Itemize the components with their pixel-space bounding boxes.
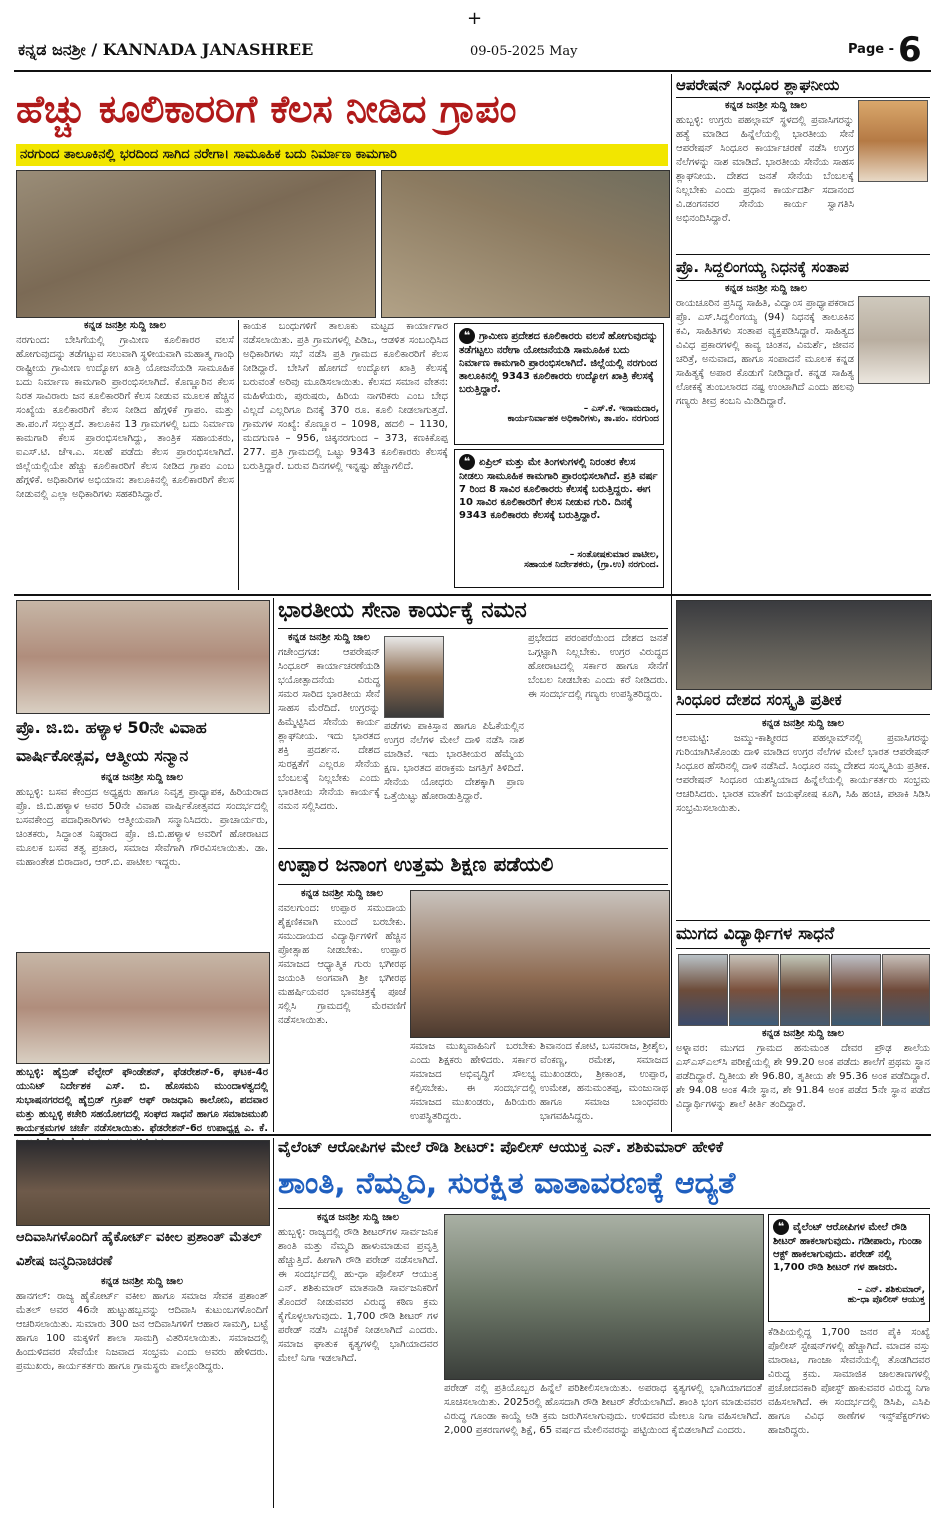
page-number: 6 — [898, 30, 922, 70]
uppar-body-col2: ಸಮಾಜ ಮುಖ್ಯವಾಹಿನಿಗೆ ಬರಬೇಕು ಎಂದು ಶಿಕ್ಷಕರು ಹೇಳಿದರು. ಸರ್ಕಾರ ಸಮಾಜದ ಅಭಿವೃದ್ಧಿಗೆ ಸೌಲಭ್ಯ ಕಲ್ಪಿಸಬೇಕು. ಈ ಸಂದರ್ಭದಲ್ಲಿ ಸಮಾಜದ ಮುಖಂಡರು, ಹಿರಿಯರು ಉಪಸ್ಥಿತರಿದ್ದರು. — [410, 1041, 536, 1122]
hallyal-byline: ಕನ್ನಡ ಜನಶ್ರೀ ಸುದ್ದಿ ಜಾಲ — [101, 772, 183, 783]
rule — [676, 280, 930, 281]
registration-mark: + — [467, 8, 483, 29]
student-photo-1 — [678, 954, 728, 1026]
lead-photo-workers-1 — [16, 170, 376, 318]
portrait-photo — [858, 100, 928, 182]
column-rule — [273, 1138, 274, 1508]
student-photo-4 — [831, 954, 881, 1026]
rule — [676, 97, 930, 98]
mugada-byline: ಕನ್ನಡ ಜನಶ್ರೀ ಸುದ್ದಿ ಜಾಲ — [762, 1028, 844, 1039]
hubli-caption: ಹುಬ್ಬಳ್ಳಿ: ಹೈಬ್ರಿಡ್ ವೆಲ್ಫೇರ್ ಫೌಂಡೇಶನ್, ಫೆಡರೇಶನ್-6, ಘಟಕ-4ರ ಯುನಿಟ್ ನಿರ್ದೇಶಕ ಎಸ್. ಬಿ. ಹೊಸಮನಿ ಮುಂದಾಳತ್ವದಲ್ಲಿ ಸುಭಾಷನಗರದಲ್ಲಿ ಹೈಬ್ರಿಡ್ ಗ್ರೂಪ್ ಆಫ್ ರಾಜಧಾನಿ ಕಾಲೋನಿ, ಪದವಾರ ಮತ್ತು ಹುಬ್ಬಳ್ಳಿ ಕಚೇರಿ ಸಹಯೋಗದಲ್ಲಿ ಸಂಘದ ಸಾಧನೆ ಹಾಗೂ ಸಮಾಜಮುಖಿ ಕಾರ್ಯಕ್ರಮಗಳ ಚರ್ಚೆ ನಡೆಸಲಾಯಿತು. ಫೆಡರೇಶನ್-6ರ ಉಪಾಧ್ಯಕ್ಷ ಎ. ಕೆ. — [16, 1067, 268, 1134]
hallyal-photo — [16, 600, 270, 714]
right-top-body-b — [676, 186, 926, 250]
rule — [676, 948, 930, 949]
lead-body-col2: ಕಾಯಕ ಬಂಧುಗಳಿಗೆ ತಾಲೂಕು ಮಟ್ಟದ ಕಾರ್ಯಾಗಾರ ನಡೆಸಲಾಯಿತು. ಪ್ರತಿ ಗ್ರಾಮಗಳಲ್ಲಿ ಪಿಡಿಒ, ಆಡಳಿತ ಸಂಬಂಧಿಸಿದ ಅಧಿಕಾರಿಗಳು ಸಭೆ ನಡೆಸಿ ಪ್ರತಿ ಗ್ರಾಮದ ಕೂಲಿಕಾರರಿಗೆ ಕೆಲಸ ನೀಡಿದ್ದಾರೆ. ಬೇಸಿಗೆ ಹೋಗದೆ ಉದ್ಯೋಗ ಖಾತ್ರಿ ಕೆಲಸಕ್ಕೆ ಬರುವಂತೆ ಅರಿವು ಮೂಡಿಸಲಾಯಿತು. ಕೆಲಸದ ಸಮಾನ ವೇತನ: ಮಹಿಳೆಯರು, ಪುರುಷರು, ಹಿರಿಯ ನಾಗರಿಕರು ಎಂಬ ಬೇಧ ವಿಲ್ಲದೆ ಎಲ್ಲರಿಗೂ ದಿನಕ್ಕೆ 370 ರೂ. ಕೂಲಿ ನೀಡಲಾಗುತ್ತದೆ. ಗ್ರಾಮಗಳ ಸಂಖ್ಯೆ: ಕೊಣ್ಣೂರ – 1098, ಹದಲಿ – 1130, ಮದಗುಣಕಿ – 956, ಚಿಕ್ಕನರಗುಂದ – 373, ಕಣಕಿಕೊಪ್ಪ 277. ಪ್ರತಿ ಗ್ರಾಮದಲ್ಲಿ ಒಟ್ಟು 9343 ಕೂಲಿಕಾರರು ಕೆಲಸಕ್ಕೆ ಬರುತ್ತಿದ್ದಾರೆ. ಬರುವ ದಿನಗಳಲ್ಲಿ ಇನ್ನಷ್ಟು ಹೆಚ್ಚಾಗಲಿದೆ. — [243, 321, 448, 472]
police-body-col3: ಕೆಡಿಪಿಯಲ್ಲಿದ್ದ 1,700 ಜನರ ಪೈಕಿ ಸಂಖ್ಯೆ ಪೊಲೀಸ್ ಸ್ಟೇಷನ್‌ಗಳಲ್ಲಿ ಹೆಚ್ಚಾಗಿದೆ. ಮಾದಕ ವಸ್ತು ಮಾರಾಟ, ಗಾಂಜಾ ಸೇವನೆಯಲ್ಲಿ ತೊಡಗಿದವರ ವಿರುದ್ಧ ಕ್ರಮ. ಸಾಮಾಜಿಕ ಜಾಲತಾಣಗಳಲ್ಲಿ ಪ್ರಚೋದನಕಾರಿ ಪೋಸ್ಟ್ ಹಾಕುವವರ ವಿರುದ್ಧ ನಿಗಾ ವಹಿಸಲಾಗಿದೆ. ಈ ಸಂದರ್ಭದಲ್ಲಿ ಡಿಸಿಪಿ, ಎಸಿಪಿ ಹಾಗೂ ವಿವಿಧ ಠಾಣೆಗಳ ಇನ್ಸ್‌ಪೆಕ್ಟರ್‌ಗಳು ಹಾಜರಿದ್ದರು. — [768, 1327, 930, 1436]
section-rule — [14, 594, 931, 596]
police-quote-text: ❝ ವೈಲೆಂಟ್ ಆರೋಪಿಗಳ ಮೇಲೆ ರೌಡಿ ಶೀಟರ್ ಹಾಕಲಾಗುವುದು. ಗಡೀಪಾರು, ಗುಂಡಾ ಆಕ್ಟ್ ಹಾಕಲಾಗುವುದು. ಪರೇಡ್ ನಲ್ಲಿ 1,700 ರೌಡಿ ಶೀಟರ್ ಗಳ ಹಾಜರು. — [773, 1220, 922, 1273]
adivasi-headline: ಆದಿವಾಸಿಗಳೊಂದಿಗೆ ಹೈಕೋರ್ಟ್ ವಕೀಲ ಪ್ರಶಾಂತ್ ಮೆತಲ್ ವಿಶೇಷ ಜನ್ಮದಿನಾಚರಣೆ — [16, 1230, 262, 1269]
rule — [278, 628, 668, 629]
student-photo-3 — [780, 954, 830, 1026]
army-portrait-photo — [384, 636, 444, 718]
right-top-byline: ಕನ್ನಡ ಜನಶ್ರೀ ಸುದ್ದಿ ಜಾಲ — [725, 100, 807, 111]
lead-headline: ಹೆಚ್ಚು ಕೂಲಿಕಾರರಿಗೆ ಕೆಲಸ ನೀಡಿದ ಗ್ರಾಪಂ — [16, 87, 517, 131]
lead-quote-2-role: ಸಹಾಯಕ ನಿರ್ದೇಶಕರು, (ಗ್ರಾ.ಉ) ನರಗುಂದ. — [524, 560, 659, 570]
hallyal-body: ಹುಬ್ಬಳ್ಳಿ: ಬಸವ ಕೇಂದ್ರದ ಅಧ್ಯಕ್ಷರು ಹಾಗೂ ನಿವೃತ್ತ ಪ್ರಾಧ್ಯಾಪಕ, ಹಿರಿಯರಾದ ಪ್ರೊ. ಜಿ.ಬಿ.ಹಳ್ಯಾಳ ಅವರ 50ನೇ ವಿವಾಹ ವಾರ್ಷಿಕೋತ್ಸವದ ಸಂದರ್ಭದಲ್ಲಿ ಬಸವಕೇಂದ್ರ ಪದಾಧಿಕಾರಿಗಳು ಆತ್ಮೀಯವಾಗಿ ಸನ್ಮಾನಿಸಿದರು. ಪ್ರಾಚಾರ್ಯರು, ಚಿಂತಕರು, ಸಿದ್ಧಾಂತ ನಿಷ್ಠರಾದ ಪ್ರೊ. ಜಿ.ಬಿ.ಹಳ್ಯಾಳ ಅವರಿಗೆ ಹೋರಾಟದ ಮೂಲಕ ಬಸವ ತತ್ವ ಪ್ರಚಾರ, ಸಮಾಜ ಸೇವೆಗಾಗಿ ಗೌರವಿಸಲಾಯಿತು. ಡಾ. ಮಹಾಂತೇಶ ಬಿರಾದಾರ, ಆರ್.ಬಿ. ಪಾಟೀಲ ಇದ್ದರು. — [16, 787, 268, 868]
issue-date: 09-05-2025 May — [470, 44, 578, 59]
right-top-headline: ಆಪರೇಷನ್ ಸಿಂಧೂರ ಶ್ಲಾಘನೀಯ — [676, 76, 840, 94]
lead-quote-2-text: ❝ ಏಪ್ರಿಲ್ ಮತ್ತು ಮೇ ತಿಂಗಳುಗಳಲ್ಲಿ ನಿರಂತರ ಕೆಲಸ ನೀಡಲು ಸಾಮೂಹಿಕ ಕಾಮಗಾರಿ ಪ್ರಾರಂಭಿಸಲಾಗಿದೆ. ಪ್ರತಿ ವರ್ಷ 7 ರಿಂದ 8 ಸಾವಿರ ಕೂಲಿಕಾರರು ಕೆಲಸಕ್ಕೆ ಬರುತ್ತಿದ್ದರು. ಈಗ 10 ಸಾವಿರ ಕೂಲಿಕಾರರಿಗೆ ಕೆಲಸ ನೀಡುವ ಗುರಿ. ದಿನಕ್ಕೆ 9343 ಕೂಲಿಕಾರರು ಕೆಲಸಕ್ಕೆ ಬರುತ್ತಿದ್ದಾರೆ. — [459, 455, 658, 521]
obit-byline: ಕನ್ನಡ ಜನಶ್ರೀ ಸುದ್ದಿ ಜಾಲ — [725, 283, 807, 294]
quote-icon: ❝ — [459, 328, 475, 344]
lead-quote-1-role: ಕಾರ್ಯನಿರ್ವಾಹಕ ಅಧಿಕಾರಿಗಳು, ತಾ.ಪಂ. ನರಗುಂದ — [507, 414, 659, 424]
lead-body-col1: ನರಗುಂದ: ಬೇಸಿಗೆಯಲ್ಲಿ ಗ್ರಾಮೀಣ ಕೂಲಿಕಾರರ ವಲಸೆ ಹೋಗುವುದನ್ನು ತಡೆಗಟ್ಟುವ ಸಲುವಾಗಿ ಸ್ಥಳೀಯವಾಗಿ ಮಹಾತ್ಮ ಗಾಂಧಿ ರಾಷ್ಟ್ರೀಯ ಗ್ರಾಮೀಣ ಉದ್ಯೋಗ ಖಾತ್ರಿ ಯೋಜನೆಯಡಿ ಸಾಮೂಹಿಕ ಬದು ನಿರ್ಮಾಣ ಕಾಮಗಾರಿ ಪ್ರಾರಂಭಿಸಲಾಗಿದೆ. ಕೊಣ್ಣೂರಿನ ಕೆಲಸ ನಿರತ ಸಾವಿರಾರು ಜನ ಕೂಲಿಕಾರರಿಗೆ ಕೆಲಸ ನೀಡುವ ಮೂಲಕ ಹೆಚ್ಚಿನ ಸಂಖ್ಯೆಯ ಕೂಲಿಕಾರರಿಗೆ ಕೆಲಸ ನೀಡಿದ ಹೆಗ್ಗಳಿಕೆ ಗ್ರಾಪಂ. ಮತ್ತು ತಾ.ಪಂ.ಗೆ ಸಲ್ಲುತ್ತದೆ. ತಾಲೂಕಿನ 13 ಗ್ರಾಮಗಳಲ್ಲಿ ಬದು ನಿರ್ಮಾಣ ಕಾಮಗಾರಿ ಕೆಲಸ ಪ್ರಾರಂಭಿಸಲಾಗಿದ್ದು, ತಾಂತ್ರಿಕ ಸಹಾಯಕರು, ಐಎಸ್.ಟಿ. ಜೆಇ.ಎ. ಸಲಹೆ ಪಡೆದು ಕೆಲಸ ಪ್ರಾರಂಭಿಸಲಾಗಿದೆ. ಜಿಲ್ಲೆಯಲ್ಲಿಯೇ ಹೆಚ್ಚು ಕೂಲಿಕಾರರಿಗೆ ಕೆಲಸ ನೀಡಿದ ಗ್ರಾಪಂ ಎಂಬ ಹೆಗ್ಗಳಿಕೆ. ಅಧಿಕಾರಿಗಳ ಅಭಿಯಾನ: ತಾಲೂಕಿನಲ್ಲಿ ಕೂಲಿಕಾರರಿಗೆ ಕೆಲಸ ನೀಡುವಲ್ಲಿ ಎಲ್ಲಾ ಅಧಿಕಾರಿಗಳು ಸಹಕರಿಸಿದ್ದಾರೆ. — [16, 335, 234, 500]
police-headline: ಶಾಂತಿ, ನೆಮ್ಮದಿ, ಸುರಕ್ಷಿತ ವಾತಾವರಣಕ್ಕೆ ಆದ್ಯತೆ — [278, 1166, 736, 1201]
rule — [676, 920, 930, 921]
army-body-col2: ಪಡೆಗಳು ಪಾಕಿಸ್ತಾನ ಹಾಗೂ ಪಿಓಕೆಯಲ್ಲಿನ ಉಗ್ರರ ನೆಲೆಗಳ ಮೇಲೆ ದಾಳಿ ನಡೆಸಿ ನಾಶ ಮಾಡಿವೆ. ಇದು ಭಾರತೀಯರ ಹೆಮ್ಮೆಯ ಕ್ಷಣ. ಭಾರತದ ಪರಾಕ್ರಮ ಜಗತ್ತಿಗೆ ತಿಳಿದಿದೆ. ಸೇನೆಯ ಯೋಧರು ದೇಶಕ್ಕಾಗಿ ಪ್ರಾಣ ಒತ್ತೆಯಿಟ್ಟು ಹೋರಾಡುತ್ತಿದ್ದಾರೆ. — [384, 721, 524, 802]
police-parade-photo — [444, 1214, 764, 1380]
obit-portrait-photo — [858, 296, 930, 384]
column-rule — [273, 598, 274, 1132]
rule — [676, 714, 930, 715]
police-byline: ಕನ್ನಡ ಜನಶ್ರೀ ಸುದ್ದಿ ಜಾಲ — [317, 1212, 399, 1223]
lead-subhead: ನರಗುಂದ ತಾಲೂಕಿನಲ್ಲಿ ಭರದಿಂದ ಸಾಗಿದ ನರೇಗಾ। ಸಾಮೂಹಿಕ ಬದು ನಿರ್ಮಾಣ ಕಾಮಗಾರಿ — [16, 144, 668, 166]
column-rule — [238, 320, 239, 590]
hubli-group-photo — [16, 952, 270, 1064]
sindhoor-headline: ಸಿಂಧೂರ ದೇಶದ ಸಂಸ್ಕೃತಿ ಪ್ರತೀಕ — [676, 690, 842, 709]
police-quote-author: – ಎನ್. ಶಶಿಕುಮಾರ್, — [857, 1285, 925, 1295]
rule — [278, 848, 668, 849]
rule — [278, 884, 668, 885]
hallyal-headline: ಪ್ರೊ. ಜಿ.ಬಿ. ಹಳ್ಯಾಳ 50ನೇ ವಿವಾಹ ವಾರ್ಷಿಕೋತ್ಸವ, ಆತ್ಮೀಯ ಸನ್ಮಾನ — [16, 718, 207, 765]
sindhoor-photo — [676, 600, 932, 690]
army-body-col3: ಪ್ರಭೇದದ ಪರಂಪರೆಯಿಂದ ದೇಶದ ಜನತೆ ಒಗ್ಗಟ್ಟಾಗಿ ನಿಲ್ಲಬೇಕು. ಉಗ್ರರ ವಿರುದ್ಧದ ಹೋರಾಟದಲ್ಲಿ ಸರ್ಕಾರ ಹಾಗೂ ಸೇನೆಗೆ ಬೆಂಬಲ ನೀಡಬೇಕು ಎಂದು ಕರೆ ನೀಡಿದರು. ಈ ಸಂದರ್ಭದಲ್ಲಿ ಗಣ್ಯರು ಉಪಸ್ಥಿತರಿದ್ದರು. — [528, 633, 668, 700]
page-label: Page - — [848, 42, 894, 57]
lead-quote-2-author: – ಸಂತೋಷಕುಮಾರ ಪಾಟೀಲ, — [569, 550, 659, 560]
section-rule — [14, 1134, 931, 1136]
adivasi-byline: ಕನ್ನಡ ಜನಶ್ರೀ ಸುದ್ದಿ ಜಾಲ — [101, 1276, 183, 1287]
adivasi-photo — [16, 1140, 270, 1226]
uppar-photo — [410, 890, 670, 1038]
quote-icon: ❝ — [773, 1219, 789, 1235]
army-headline: ಭಾರತೀಯ ಸೇನಾ ಕಾರ್ಯಕ್ಕೆ ನಮನ — [278, 598, 527, 623]
obit-body-a: ರಾಯಚೂರಿನ ಪ್ರಸಿದ್ಧ ಸಾಹಿತಿ, ವಿದ್ವಾಂಸ ಪ್ರಾಧ್ಯಾಪಕರಾದ ಪ್ರೊ. ಎಸ್.ಸಿದ್ದಲಿಂಗಯ್ಯ (94) ನಿಧನಕ್ಕೆ ತಾಲೂಕಿನ ಕವಿ, ಸಾಹಿತಿಗಳು ಸಂತಾಪ ವ್ಯಕ್ತಪಡಿಸಿದ್ದಾರೆ. ಸಾಹಿತ್ಯದ ವಿವಿಧ ಪ್ರಕಾರಗಳಲ್ಲಿ ಕಾವ್ಯ ಚಿಂತನ, ವಿಮರ್ಶೆ, ಜೀವನ ಚರಿತ್ರೆ, ಅನುವಾದ, ಹಾಗೂ ಸಂಪಾದನೆ ಮೂಲಕ ಕನ್ನಡ ಸಾಹಿತ್ಯಕ್ಕೆ ಅಪಾರ ಕೊಡುಗೆ ನೀಡಿದ್ದಾರೆ. ಕನ್ನಡ ಸಾಹಿತ್ಯ ಲೋಕಕ್ಕೆ ತುಂಬಲಾರದ ನಷ್ಟ ಉಂಟಾಗಿದೆ ಎಂದು ಹಲವು ಗಣ್ಯರು ತೀವ್ರ ಕಂಬನಿ ಮಿಡಿದಿದ್ದಾರೆ. — [676, 298, 854, 407]
quote-icon: ❝ — [459, 454, 475, 470]
student-photo-5 — [882, 954, 930, 1026]
uppar-body-col1: ನವಲಗುಂದ: ಉಪ್ಪಾರ ಸಮುದಾಯ ಶೈಕ್ಷಣಿಕವಾಗಿ ಮುಂದೆ ಬರಬೇಕು. ಸಮುದಾಯದ ವಿದ್ಯಾರ್ಥಿಗಳಿಗೆ ಹೆಚ್ಚಿನ ಪ್ರೋತ್ಸಾಹ ನೀಡಬೇಕು. ಉಪ್ಪಾರ ಸಮಾಜದ ಆಧ್ಯಾತ್ಮಿಕ ಗುರು ಭಗೀರಥ ಜಯಂತಿ ಅಂಗವಾಗಿ ಶ್ರೀ ಭಗೀರಥ ಮಹರ್ಷಿಯವರ ಭಾವಚಿತ್ರಕ್ಕೆ ಪೂಜೆ ಸಲ್ಲಿಸಿ ಗ್ರಾಮದಲ್ಲಿ ಮೆರವಣಿಗೆ ನಡೆಸಲಾಯಿತು. — [278, 903, 406, 1026]
lead-quote-box-1 — [454, 323, 664, 445]
police-quote-box — [768, 1214, 930, 1322]
army-body-col1: ಗಜೇಂದ್ರಗಡ: ಆಪರೇಷನ್ ಸಿಂಧೂರ್ ಕಾರ್ಯಾಚರಣೆಯಡಿ ಭಯೋತ್ಪಾದನೆಯ ವಿರುದ್ಧ ಸಮರ ಸಾರಿದ ಭಾರತೀಯ ಸೇನೆ ಸಾಹಸ ಮೆರೆದಿದೆ. ಉಗ್ರರನ್ನು ಹಿಮ್ಮೆಟ್ಟಿಸಿದ ಸೇನೆಯ ಕಾರ್ಯ ಶ್ಲಾಘನೀಯ. ಇದು ಭಾರತದ ಶಕ್ತಿ ಪ್ರದರ್ಶನ. ದೇಶದ ಸುರಕ್ಷತೆಗೆ ಎಲ್ಲರೂ ಸೇನೆಯ ಬೆಂಬಲಕ್ಕೆ ನಿಲ್ಲಬೇಕು ಎಂದು ಭಾರತೀಯ ಸೇನೆಯ ಕಾರ್ಯಕ್ಕೆ ನಮನ ಸಲ್ಲಿಸಿದರು. — [278, 647, 380, 812]
mugada-headline: ಮುಗದ ವಿದ್ಯಾರ್ಥಿಗಳ ಸಾಧನೆ — [676, 924, 835, 944]
masthead-rule — [14, 70, 931, 72]
paper-name: ಕನ್ನಡ ಜನಶ್ರೀ / KANNADA JANASHREE — [18, 40, 314, 59]
sindhoor-body: ಆಲಮಟ್ಟಿ: ಜಮ್ಮು-ಕಾಶ್ಮೀರದ ಪಹಲ್ಗಾಮ್‌ನಲ್ಲಿ ಪ್ರವಾಸಿಗರನ್ನು ಗುರಿಯಾಗಿಸಿಕೊಂಡು ದಾಳಿ ಮಾಡಿದ ಉಗ್ರರ ನೆಲೆಗಳ ಮೇಲೆ ಭಾರತ ಆಪರೇಷನ್ ಸಿಂಧೂರ ಹೆಸರಿನಲ್ಲಿ ದಾಳಿ ನಡೆಸಿದೆ. ಸಿಂಧೂರ ನಮ್ಮ ದೇಶದ ಸಂಸ್ಕೃತಿಯ ಪ್ರತೀಕ. ಆಪರೇಷನ್ ಸಿಂಧೂರ ಯಶಸ್ವಿಯಾದ ಹಿನ್ನೆಲೆಯಲ್ಲಿ ಕಾರ್ಯಕರ್ತರು ಸಂಭ್ರಮ ಆಚರಿಸಿದರು. ಭಾರತ ಮಾತೆಗೆ ಜಯಘೋಷ ಕೂಗಿ, ಸಿಹಿ ಹಂಚಿ, ಪಟಾಕಿ ಸಿಡಿಸಿ ಸಂಭ್ರಮಿಸಲಾಯಿತು. — [676, 733, 930, 814]
student-photo-2 — [729, 954, 779, 1026]
obit-headline: ಪ್ರೊ. ಸಿದ್ದಲಿಂಗಯ್ಯ ನಿಧನಕ್ಕೆ ಸಂತಾಪ — [676, 258, 849, 276]
police-body-col2: ಪರೇಡ್ ನಲ್ಲಿ ಪ್ರತಿಯೊಬ್ಬರ ಹಿನ್ನೆಲೆ ಪರಿಶೀಲಿಸಲಾಯಿತು. ಅಪರಾಧ ಕೃತ್ಯಗಳಲ್ಲಿ ಭಾಗಿಯಾಗದಂತೆ ಸೂಚಿಸಲಾಯಿತು. 2025ರಲ್ಲಿ ಹೊಸದಾಗಿ ರೌಡಿ ಶೀಟರ್ ತೆರೆಯಲಾಗಿದೆ. ಶಾಂತಿ ಭಂಗ ಮಾಡುವವರ ವಿರುದ್ಧ ಗೂಂಡಾ ಕಾಯ್ದೆ ಅಡಿ ಕ್ರಮ ಜರುಗಿಸಲಾಗುವುದು. ಉಳಿದವರ ಮೇಲೂ ನಿಗಾ ವಹಿಸಲಾಗಿದೆ. 2,000 ಪ್ರಕರಣಗಳಲ್ಲಿ ಶಿಕ್ಷೆ, 65 ವರ್ಷದ ಮೇಲಿನವರನ್ನು ಪಟ್ಟಿಯಿಂದ ಕೈಬಿಡಲಾಗಿದೆ ಎಂದರು. — [444, 1383, 762, 1436]
police-kicker: ವೈಲೆಂಟ್ ಆರೋಪಿಗಳ ಮೇಲೆ ರೌಡಿ ಶೀಟರ್: ಪೊಲೀಸ್ ಆಯುಕ್ತ ಎನ್. ಶಶಿಕುಮಾರ್ ಹೇಳಿಕೆ — [278, 1138, 724, 1156]
mugada-body: ಅಳ್ನಾವರ: ಮುಗದ ಗ್ರಾಮದ ಹನುಮಂತ ದೇವರ ಪ್ರೌಢ ಶಾಲೆಯ ಎಸ್‌ಎಸ್‌ಎಲ್‌ಸಿ ಪರೀಕ್ಷೆಯಲ್ಲಿ ಶೇ 99.20 ಅಂಕ ಪಡೆದು ಶಾಲೆಗೆ ಪ್ರಥಮ ಸ್ಥಾನ ಪಡೆದಿದ್ದಾರೆ. ದ್ವಿತೀಯ ಶೇ 96.80, ತೃತೀಯ ಶೇ 95.36 ಅಂಕ ಪಡೆದಿದ್ದಾರೆ. ಶೇ 94.08 ಅಂಕ 4ನೇ ಸ್ಥಾನ, ಶೇ 91.84 ಅಂಕ ಪಡೆದ 5ನೇ ಸ್ಥಾನ ಪಡೆದ ವಿದ್ಯಾರ್ಥಿಗಳನ್ನು ಶಾಲೆ ಕೀರ್ತಿ ತಂದಿದ್ದಾರೆ. — [676, 1043, 930, 1110]
obit-body-b — [676, 390, 926, 590]
lead-quote-1-text: ❝ ಗ್ರಾಮೀಣ ಪ್ರದೇಶದ ಕೂಲಿಕಾರರು ವಲಸೆ ಹೋಗುವುದನ್ನು ತಡೆಗಟ್ಟಲು ನರೇಗಾ ಯೋಜನೆಯಡಿ ಸಾಮೂಹಿಕ ಬದು ನಿರ್ಮಾಣ ಕಾಮಗಾರಿ ಪ್ರಾರಂಭಿಸಲಾಗಿದೆ. ಜಿಲ್ಲೆಯಲ್ಲಿ ನರಗುಂದ ತಾಲೂಕಿನಲ್ಲಿ 9343 ಕೂಲಿಕಾರರು ಉದ್ಯೋಗ ಖಾತ್ರಿ ಕೆಲಸಕ್ಕೆ ಬರುತ್ತಿದ್ದಾರೆ. — [459, 329, 658, 395]
adivasi-body: ಹಾನಗಲ್: ರಾಜ್ಯ ಹೈಕೋರ್ಟ್ ವಕೀಲ ಹಾಗೂ ಸಮಾಜ ಸೇವಕ ಪ್ರಶಾಂತ್ ಮೆತಲ್ ಅವರ 46ನೇ ಹುಟ್ಟುಹಬ್ಬವನ್ನು ಆದಿವಾಸಿ ಕುಟುಂಬಗಳೊಂದಿಗೆ ಆಚರಿಸಲಾಯಿತು. ಸುಮಾರು 300 ಜನ ಆದಿವಾಸಿಗಳಿಗೆ ಆಹಾರ ಸಾಮಗ್ರಿ, ಬಟ್ಟೆ ಹಾಗೂ 100 ಮಕ್ಕಳಿಗೆ ಶಾಲಾ ಸಾಮಗ್ರಿ ವಿತರಿಸಲಾಯಿತು. ಸಮಾಜದಲ್ಲಿ ಹಿಂದುಳಿದವರ ಸೇವೆಯೇ ನಿಜವಾದ ಸಂಭ್ರಮ ಎಂದು ಅವರು ಹೇಳಿದರು. ಪ್ರಮುಖರು, ಕಾರ್ಯಕರ್ತರು ಹಾಗೂ ಗ್ರಾಮಸ್ಥರು ಪಾಲ್ಗೊಂಡಿದ್ದರು. — [16, 1291, 268, 1372]
uppar-headline: ಉಪ್ಪಾರ ಜನಾಂಗ ಉತ್ತಮ ಶಿಕ್ಷಣ ಪಡೆಯಲಿ — [278, 852, 554, 876]
rule — [676, 254, 930, 255]
lead-quote-1-author: – ಎಸ್.ಕೆ. ಇನಾಮದಾರ, — [583, 404, 659, 414]
uppar-byline: ಕನ್ನಡ ಜನಶ್ರೀ ಸುದ್ದಿ ಜಾಲ — [301, 888, 383, 899]
uppar-body-col3: ಶಿವಾನಂದ ಕೋಟಿ, ಬಸವರಾಜ, ಶ್ರೀಶೈಲ, ವೆಂಕಣ್ಣ, ರಮೇಶ, ಸಮಾಜದ ಮುಖಂಡರು, ಶ್ರೀಕಾಂತ, ಉಪ್ಪಾರ, ಉಮೇಶ, ಹನುಮಂತಪ್ಪ, ಮಂಜುನಾಥ ಹಾಗೂ ಸಮಾಜ ಬಾಂಧವರು ಭಾಗವಹಿಸಿದ್ದರು. — [540, 1041, 668, 1122]
police-quote-role: ಹು-ಧಾ ಪೊಲೀಸ್ ಆಯುಕ್ತ — [847, 1295, 925, 1305]
right-column-rule — [671, 74, 672, 1132]
rule — [278, 1208, 930, 1209]
police-body-col1: ಹುಬ್ಬಳ್ಳಿ: ರಾಜ್ಯದಲ್ಲಿ ರೌಡಿ ಶೀಟರ್‌ಗಳ ಸಾರ್ವಜನಿಕ ಶಾಂತಿ ಮತ್ತು ನೆಮ್ಮದಿ ಹಾಳುಮಾಡುವ ಪ್ರವೃತ್ತಿ ಹೆಚ್ಚುತ್ತಿದೆ. ಹೀಗಾಗಿ ರೌಡಿ ಪರೇಡ್ ನಡೆಸಲಾಗಿದೆ. ಈ ಸಂದರ್ಭದಲ್ಲಿ ಹು-ಧಾ ಪೊಲೀಸ್ ಆಯುಕ್ತ ಎನ್. ಶಶಿಕುಮಾರ್ ಮಾತನಾಡಿ ಸಾರ್ವಜನಿಕರಿಗೆ ತೊಂದರೆ ನೀಡುವವರ ವಿರುದ್ಧ ಕಠಿಣ ಕ್ರಮ ಕೈಗೊಳ್ಳಲಾಗುವುದು. 1,700 ರೌಡಿ ಶೀಟರ್ ಗಳ ಪರೇಡ್ ನಡೆಸಿ ಎಚ್ಚರಿಕೆ ನೀಡಲಾಗಿದೆ ಎಂದರು. ಸಮಾಜ ಘಾತುಕ ಕೃತ್ಯಗಳಲ್ಲಿ ಭಾಗಿಯಾದವರ ಮೇಲೆ ನಿಗಾ ಇಡಲಾಗಿದೆ. — [278, 1227, 438, 1364]
lead-byline: ಕನ್ನಡ ಜನಶ್ರೀ ಸುದ್ದಿ ಜಾಲ — [84, 320, 166, 331]
lead-quote-box-2 — [454, 449, 664, 588]
lead-photo-workers-2 — [381, 170, 670, 318]
army-byline: ಕನ್ನಡ ಜನಶ್ರೀ ಸುದ್ದಿ ಜಾಲ — [288, 632, 370, 643]
right-top-body-a: ಹುಬ್ಬಳ್ಳಿ: ಉಗ್ರರು ಪಹಲ್ಗಾಮ್ ಸ್ಥಳದಲ್ಲಿ ಪ್ರವಾಸಿಗರನ್ನು ಹತ್ಯೆ ಮಾಡಿದ ಹಿನ್ನೆಲೆಯಲ್ಲಿ ಭಾರತೀಯ ಸೇನೆ ಆಪರೇಷನ್ ಸಿಂಧೂರ ಕಾರ್ಯಾಚರಣೆ ನಡೆಸಿ ಉಗ್ರರ ನೆಲೆಗಳನ್ನು ನಾಶ ಮಾಡಿದೆ. ಭಾರತೀಯ ಸೇನೆಯ ಸಾಹಸ ಶ್ಲಾಘನೀಯ. ದೇಶದ ಜನತೆ ಸೇನೆಯ ಬೆಂಬಲಕ್ಕೆ ನಿಲ್ಲಬೇಕು ಎಂದು ಪ್ರಧಾನ ಕಾರ್ಯದರ್ಶಿ ಸದಾನಂದ ವಿ.ಡಂಗನವರ ಸೇನೆಯ ಕಾರ್ಯ ಸ್ವಾಗತಿಸಿ ಅಭಿನಂದಿಸಿದ್ದಾರೆ. — [676, 115, 854, 224]
sindhoor-byline: ಕನ್ನಡ ಜನಶ್ರೀ ಸುದ್ದಿ ಜಾಲ — [762, 718, 844, 729]
